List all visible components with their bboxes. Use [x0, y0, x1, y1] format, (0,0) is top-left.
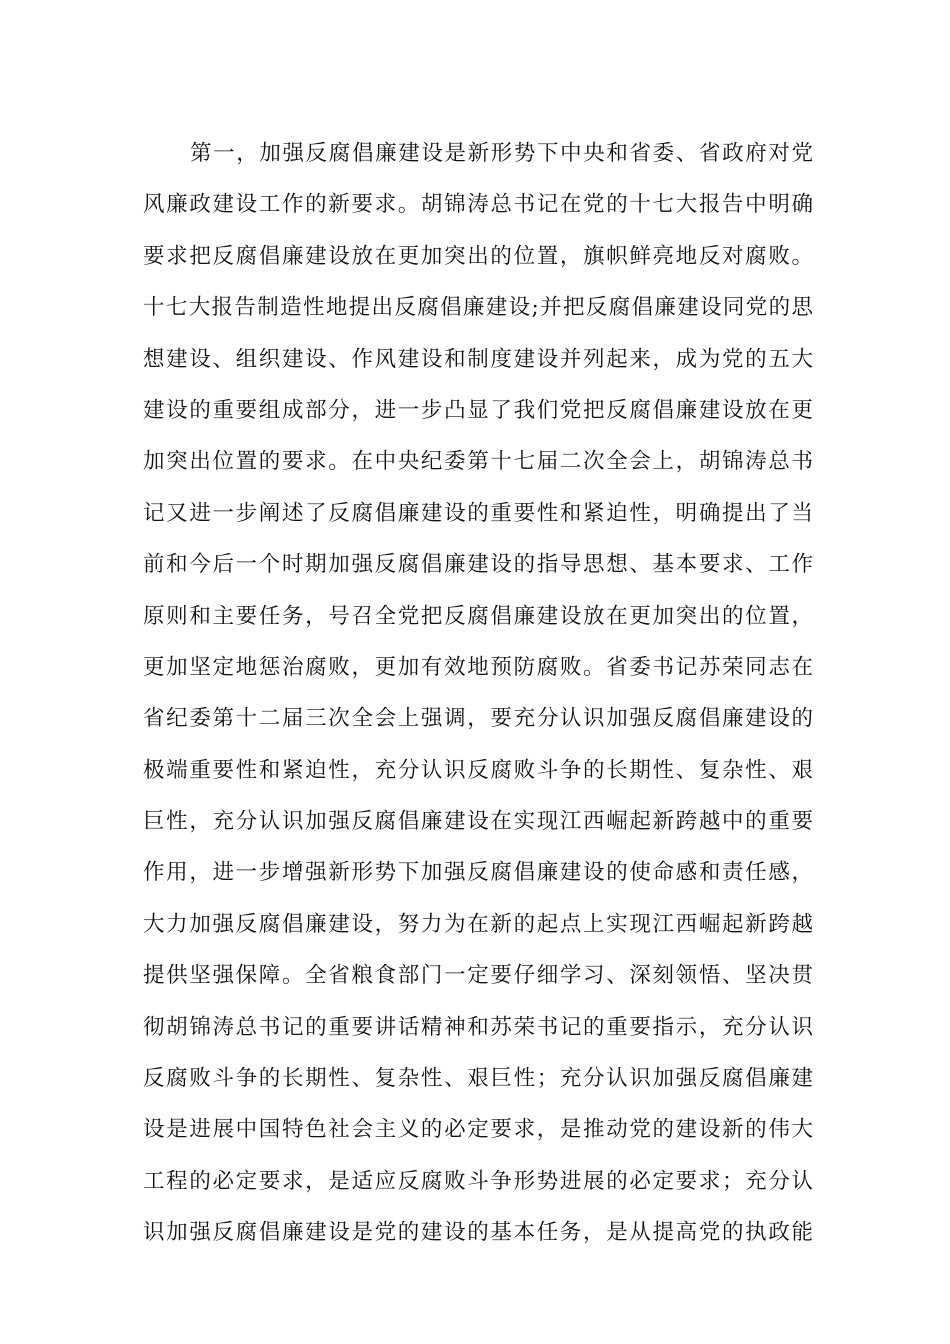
body-paragraph — [143, 128, 813, 1259]
text-line-19: 反腐败斗争的长期性、复杂性、艰巨性；充分认识加强反腐倡廉建 — [143, 1066, 813, 1092]
text-line-7: 加突出位置的要求。在中央纪委第十七届二次全会上，胡锦涛总书 — [143, 449, 813, 475]
text-line-6: 建设的重要组成部分，进一步凸显了我们党把反腐倡廉建设放在更 — [143, 397, 813, 423]
text-line-20: 设是进展中国特色社会主义的必定要求，是推动党的建设新的伟大 — [143, 1117, 813, 1143]
text-line-11: 更加坚定地惩治腐败，更加有效地预防腐败。省委书记苏荣同志在 — [143, 654, 813, 680]
text-line-12: 省纪委第十二届三次全会上强调，要充分认识加强反腐倡廉建设的 — [143, 706, 813, 732]
text-line-3: 要求把反腐倡廉建设放在更加突出的位置，旗帜鲜亮地反对腐败。 — [143, 243, 813, 269]
text-line-16: 大力加强反腐倡廉建设，努力为在新的起点上实现江西崛起新跨越 — [143, 911, 813, 937]
text-line-14: 巨性，充分认识加强反腐倡廉建设在实现江西崛起新跨越中的重要 — [143, 809, 813, 835]
text-line-8: 记又进一步阐述了反腐倡廉建设的重要性和紧迫性，明确提出了当 — [143, 500, 813, 526]
text-line-15: 作用，进一步增强新形势下加强反腐倡廉建设的使命感和责任感， — [143, 860, 813, 886]
text-line-9: 前和今后一个时期加强反腐倡廉建设的指导思想、基本要求、工作 — [143, 552, 813, 578]
text-line-13: 极端重要性和紧迫性，充分认识反腐败斗争的长期性、复杂性、艰 — [143, 757, 813, 783]
text-line-2: 风廉政建设工作的新要求。胡锦涛总书记在党的十七大报告中明确 — [143, 192, 813, 218]
text-line-18: 彻胡锦涛总书记的重要讲话精神和苏荣书记的重要指示，充分认识 — [143, 1014, 813, 1040]
text-line-5: 想建设、组织建设、作风建设和制度建设并列起来，成为党的五大 — [143, 346, 813, 372]
text-line-1: 第一，加强反腐倡廉建设是新形势下中央和省委、省政府对党 — [190, 141, 813, 166]
text-line-21: 工程的必定要求，是适应反腐败斗争形势进展的必定要求；充分认 — [143, 1168, 813, 1194]
text-line-4: 十七大报告制造性地提出反腐倡廉建设;并把反腐倡廉建设同党的思 — [143, 295, 813, 321]
text-line-10: 原则和主要任务，号召全党把反腐倡廉建设放在更加突出的位置， — [143, 603, 813, 629]
text-line-22: 识加强反腐倡廉建设是党的建设的基本任务，是从提高党的执政能 — [143, 1220, 813, 1246]
text-line-17: 提供坚强保障。全省粮食部门一定要仔细学习、深刻领悟、坚决贯 — [143, 963, 813, 989]
